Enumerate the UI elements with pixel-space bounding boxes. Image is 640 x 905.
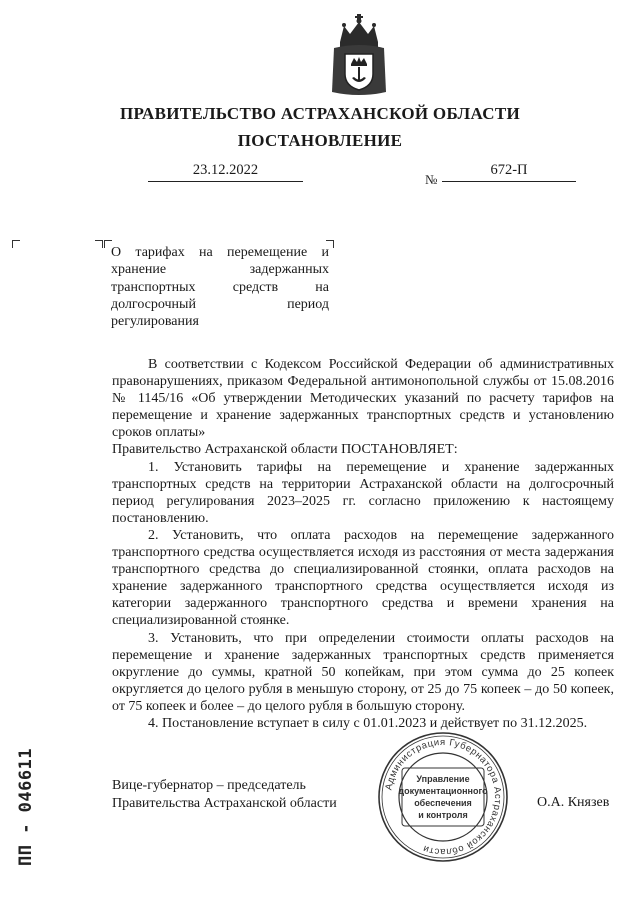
- item-4-paragraph: 4. Постановление вступает в силу с 01.01.2023 и действует по 31.12.2025.: [148, 715, 588, 731]
- decree-subject: О тарифах на перемещение и хранение задержанных транспортных средств на долгосрочный период регулирования: [111, 245, 329, 330]
- signatory-title-line2: Правительства Астраханской области: [112, 796, 337, 811]
- stamp-line-3: обеспечения: [414, 798, 472, 808]
- signatory-name: О.А. Князев: [537, 795, 610, 810]
- decree-date: 23.12.2022: [148, 162, 303, 182]
- coat-of-arms-icon: [326, 12, 392, 98]
- item-2-paragraph: 2. Установить, что оплата расходов на перемещение задержанного транспортного средства осуществляется исходя из расстояния от места задержания транспортного средства до специализированной стоянки, оплата расходов на хранение задержанного транспортного средства осуществляется исходя из категории задержанного транспортного средства и времени хранения на специализированной стоянке.: [112, 527, 614, 629]
- item-3-paragraph: 3. Установить, что при определении стоимости оплаты расходов на перемещение и хранение задержанных транспортных средств применяется округление до суммы, кратной 50 копейкам, при этом сумма до 25 копеек округляется до целого рубля в меньшую сторону, от 25 до 75 копеек – до 50 копеек, от 75 копеек и более – до целого рубля в большую сторону.: [112, 630, 614, 714]
- decree-line: Правительство Астраханской области ПОСТАНОВЛЯЕТ:: [112, 442, 458, 458]
- org-title: ПРАВИТЕЛЬСТВО АСТРАХАНСКОЙ ОБЛАСТИ: [120, 104, 520, 123]
- stamp-line-2: документационного: [398, 786, 488, 796]
- doc-type-title: ПОСТАНОВЛЕНИЕ: [237, 131, 403, 150]
- svg-text:Администрация Губернатора Астр: [383, 737, 503, 857]
- preamble-paragraph: В соответствии с Кодексом Российской Федерации об административных правонарушениях, приказом Федеральной антимонопольной службы от 15.08.2016 № 1145/16 «Об утверждении Методических указаний по расчету тарифов на перемещение и хранение задержанных транспортных средств и установлению сроков оплаты»: [112, 357, 614, 441]
- stamp-line-1: Управление: [416, 774, 470, 784]
- stamp-line-4: и контроля: [418, 810, 468, 820]
- item-1-paragraph: 1. Установить тарифы на перемещение и хранение задержанных транспортных средств на территории Астраханской области на долгосрочный период регулирования 2023–2025 гг. согласно приложению к настоящему постановлению.: [112, 459, 614, 526]
- number-label: №: [425, 172, 438, 187]
- decree-body: [112, 356, 614, 732]
- margin-corner-mark: [12, 240, 20, 248]
- stamp-ring-text: Администрация Губернатора Астраханской области: [383, 736, 504, 858]
- signatory-title-line1: Вице-губернатор – председатель: [112, 778, 306, 793]
- official-stamp: [376, 730, 510, 864]
- side-registration-code: ПП - 046611: [16, 747, 36, 866]
- decree-number: 672-П: [442, 162, 576, 182]
- margin-corner-mark: [95, 240, 103, 248]
